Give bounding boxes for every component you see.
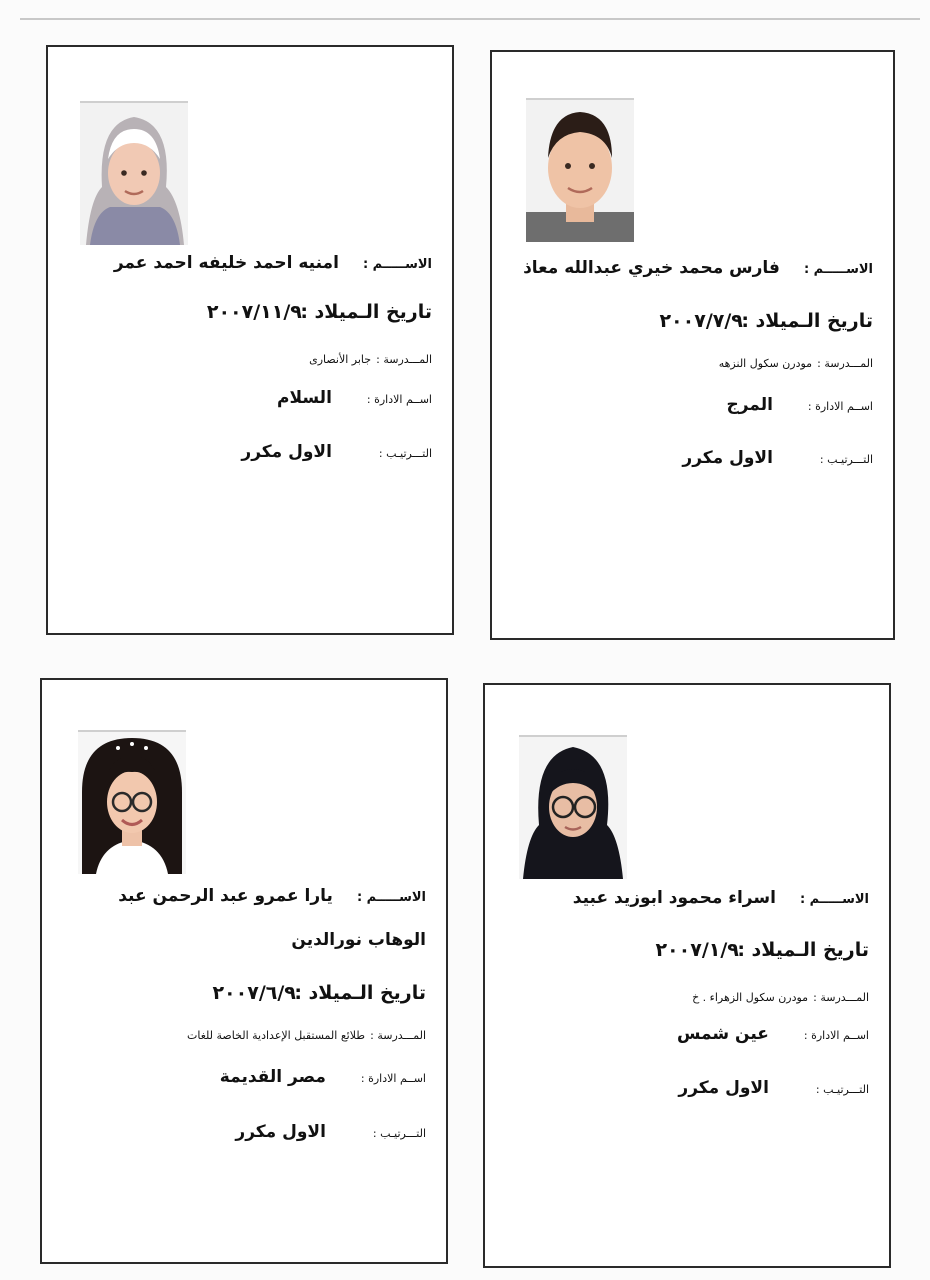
student-photo-boy — [526, 100, 634, 242]
student-photo — [526, 98, 634, 242]
dob-label: تاريخ الـميلاد : — [741, 310, 873, 332]
rank-label: التـــرتيـب : — [819, 453, 873, 466]
student-rank: الاول مكرر — [678, 1078, 769, 1098]
student-card-faris — [490, 50, 895, 640]
student-school: مودرن سكول الزهراء . خ — [692, 991, 809, 1004]
student-name: امنيه احمد خليفه احمد عمر — [113, 253, 339, 273]
name-label: الاســـــم : — [799, 892, 869, 907]
student-photo-girl-black-hijab — [519, 737, 627, 879]
student-card-omnia — [46, 45, 454, 635]
rank-label: التـــرتيـب : — [815, 1083, 869, 1096]
student-rank: الاول مكرر — [235, 1122, 326, 1142]
student-photo — [78, 730, 186, 874]
student-admin: السلام — [277, 388, 332, 408]
dob-label: تاريخ الـميلاد : — [294, 982, 426, 1004]
dob-label: تاريخ الـميلاد : — [737, 939, 869, 961]
name-label: الاســـــم : — [362, 257, 432, 272]
school-label: المـــدرسة : — [813, 991, 869, 1004]
school-label: المـــدرسة : — [817, 357, 873, 370]
admin-label: اســم الادارة : — [366, 393, 432, 406]
student-photo — [519, 735, 627, 879]
student-school: طلائع المستقبل الإعدادية الخاصة للغات — [187, 1029, 366, 1042]
student-dob: ٢٠٠٧/٦/٩ — [212, 982, 296, 1004]
student-photo — [80, 101, 188, 245]
student-dob: ٢٠٠٧/١/٩ — [655, 939, 739, 961]
student-name: فارس محمد خيري عبدالله معاذ — [523, 258, 780, 278]
student-school: جابر الأنصارى — [309, 353, 372, 366]
dob-label: تاريخ الـميلاد : — [300, 301, 432, 323]
student-card-israa — [483, 683, 891, 1268]
student-name: يارا عمرو عبد الرحمن عبد — [118, 886, 333, 906]
student-name-line-2: الوهاب نورالدين — [291, 930, 426, 950]
student-dob: ٢٠٠٧/٧/٩ — [659, 310, 743, 332]
admin-label: اســم الادارة : — [803, 1029, 869, 1042]
student-photo-girl-hijab — [80, 103, 188, 245]
name-label: الاســـــم : — [803, 262, 873, 277]
student-admin: مصر القديمة — [219, 1067, 326, 1087]
admin-label: اســم الادارة : — [807, 400, 873, 413]
student-photo-girl-curly-hair — [78, 732, 186, 874]
admin-label: اســم الادارة : — [360, 1072, 426, 1085]
school-label: المـــدرسة : — [370, 1029, 426, 1042]
name-label: الاســـــم : — [356, 890, 426, 905]
student-name: اسراء محمود ابوزيد عبيد — [572, 888, 776, 908]
rank-label: التـــرتيـب : — [378, 447, 432, 460]
student-admin: عين شمس — [676, 1024, 769, 1044]
student-dob: ٢٠٠٧/١١/٩ — [206, 301, 302, 323]
page-edge-line — [20, 18, 920, 20]
student-rank: الاول مكرر — [241, 442, 332, 462]
student-card-yara — [40, 678, 448, 1264]
student-rank: الاول مكرر — [682, 448, 773, 468]
rank-label: التـــرتيـب : — [372, 1127, 426, 1140]
student-admin: المرج — [726, 395, 773, 415]
school-label: المـــدرسة : — [376, 353, 432, 366]
student-school: مودرن سكول النزهه — [718, 357, 813, 370]
